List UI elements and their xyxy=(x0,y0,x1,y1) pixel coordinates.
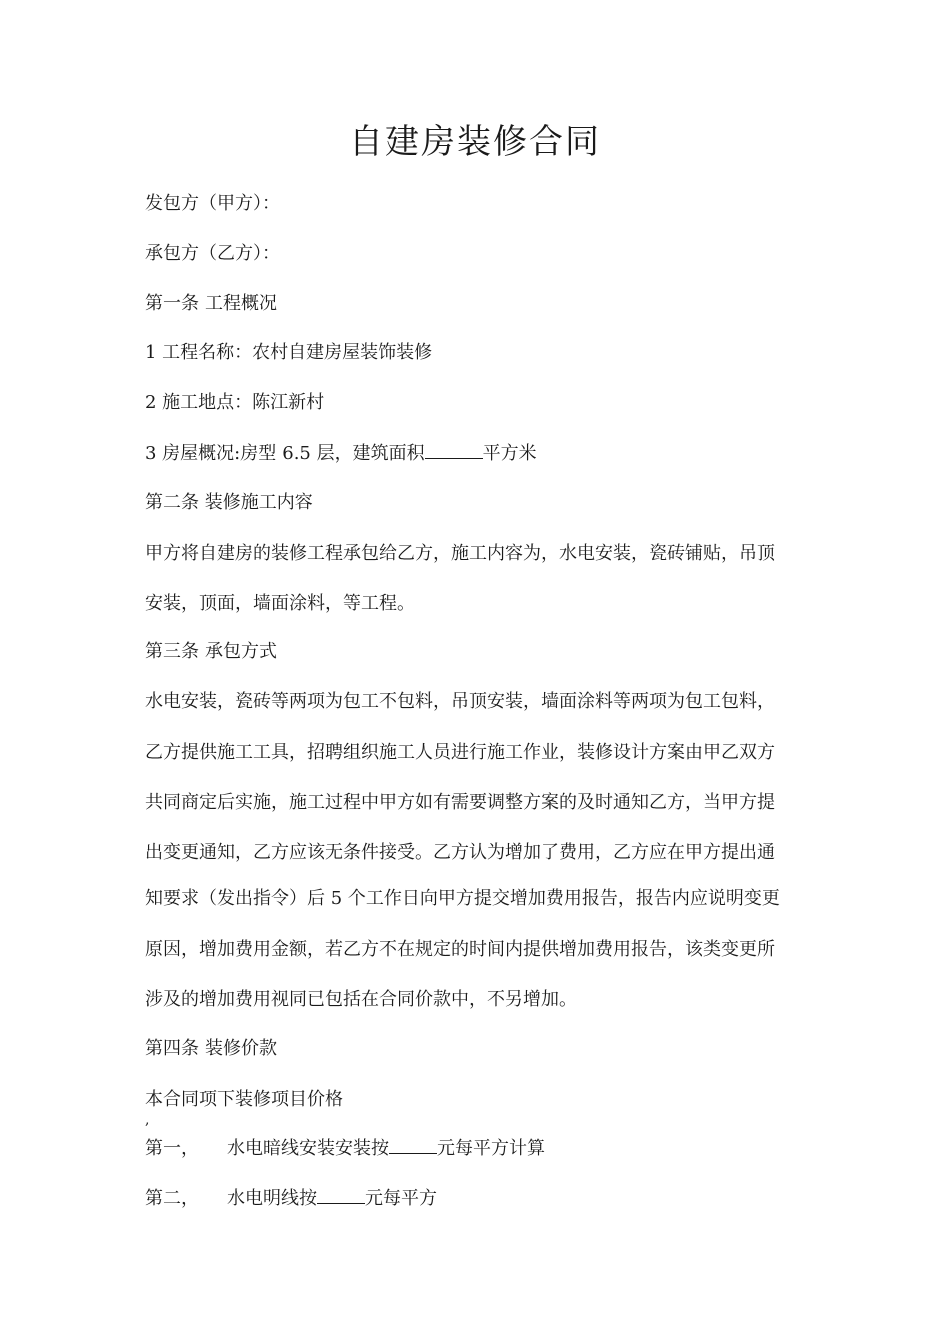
article-3-line-1: 水电安装，瓷砖等两项为包工不包料，吊顶安装，墙面涂料等两项为包工包料， xyxy=(145,691,775,712)
item-2-unit: 元每平方 xyxy=(365,1188,437,1209)
article-1-title: 工程概况 xyxy=(205,293,277,314)
article-4-heading xyxy=(145,1036,277,1062)
area-blank xyxy=(425,440,483,459)
article-3-line-7: 涉及的增加费用视同已包括在合同价款中，不另增加。 xyxy=(145,989,577,1010)
article-3-line-3: 共同商定后实施，施工过程中甲方如有需要调整方案的及时通知乙方，当甲方提 xyxy=(145,792,775,813)
article-3-title: 承包方式 xyxy=(205,641,277,662)
item-1-text: 水电暗线安装安装按 xyxy=(227,1138,389,1159)
floors-and-area-label: 6.5 层，建筑面积 xyxy=(282,443,425,464)
article-2-heading: 第二条 装修施工内容 xyxy=(145,492,313,513)
article-3-number: 第三条 xyxy=(145,641,199,662)
article-1-item-2: 2 施工地点：陈江新村 xyxy=(145,392,325,413)
party-a-label: 发包方（甲方）： xyxy=(145,193,280,214)
article-3-line-2: 乙方提供施工工具，招聘组织施工人员进行施工作业，装修设计方案由甲乙双方 xyxy=(145,742,775,763)
stray-mark: , xyxy=(145,1112,150,1128)
article-2-line-1: 甲方将自建房的装修工程承包给乙方，施工内容为，水电安装，瓷砖铺贴，吊顶 xyxy=(145,543,775,564)
article-1-number: 第一条 xyxy=(145,293,199,314)
article-3-heading xyxy=(145,639,277,665)
article-4-item-2 xyxy=(145,1185,437,1212)
item-2-number: 第二， xyxy=(145,1188,199,1209)
area-unit: 平方米 xyxy=(482,443,537,464)
item-1-number: 第一， xyxy=(145,1138,199,1159)
item-1-unit: 元每平方计算 xyxy=(437,1138,545,1159)
article-4-item-1 xyxy=(145,1135,545,1162)
article-1-item-3 xyxy=(145,440,537,467)
article-1-heading xyxy=(145,291,277,317)
house-type-label: 3 房屋概况:房型 xyxy=(145,443,277,464)
item-1-price-blank xyxy=(389,1135,437,1154)
document-title: 自建房装修合同 xyxy=(349,122,601,162)
party-b-label: 承包方（乙方）： xyxy=(145,243,280,264)
item-2-price-blank xyxy=(317,1185,365,1204)
article-3-line-4: 出变更通知，乙方应该无条件接受。乙方认为增加了费用，乙方应在甲方提出通 xyxy=(145,842,775,863)
item-2-text: 水电明线按 xyxy=(227,1188,317,1209)
article-4-title: 装修价款 xyxy=(205,1038,277,1059)
article-2-line-2: 安装，顶面，墙面涂料，等工程。 xyxy=(145,593,415,614)
article-4-intro: 本合同项下装修项目价格 xyxy=(145,1089,343,1110)
article-3-line-6: 原因，增加费用金额，若乙方不在规定的时间内提供增加费用报告，该类变更所 xyxy=(145,939,775,960)
article-4-number: 第四条 xyxy=(145,1038,199,1059)
article-3-line-5: 知要求（发出指令）后 5 个工作日向甲方提交增加费用报告，报告内应说明变更 xyxy=(145,888,780,909)
article-1-item-1: 1 工程名称：农村自建房屋装饰装修 xyxy=(145,342,433,363)
